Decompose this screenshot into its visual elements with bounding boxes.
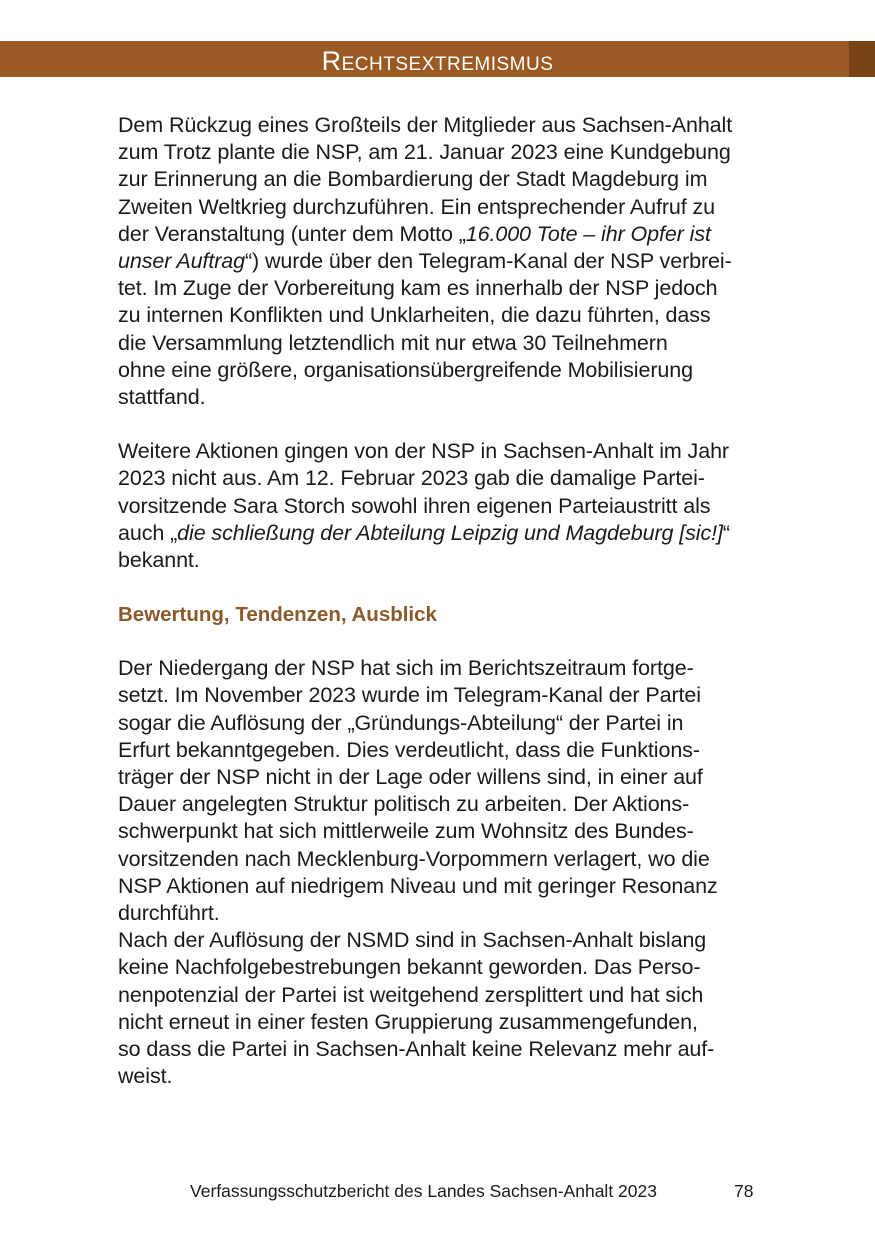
text-line: stattfand. <box>118 385 206 410</box>
text-line: Dem Rückzug eines Großteils der Mitglieder aus Sachsen-Anhalt <box>118 113 733 137</box>
paragraph-2 <box>118 438 758 574</box>
text-line: vorsitzende Sara Storch sowohl ihren eigenen Parteiaustritt als <box>118 493 711 518</box>
text-line <box>118 520 758 547</box>
text-line: schwerpunkt hat sich mittlerweile zum Wohnsitz des Bundes- <box>118 819 694 844</box>
text-line: die Versammlung letztendlich mit nur etwa 30 Teilnehmern <box>118 330 668 355</box>
text-line: so dass die Partei in Sachsen-Anhalt keine Relevanz mehr auf- <box>118 1037 715 1062</box>
paragraph-3 <box>118 655 758 927</box>
text-line: nenpotenzial der Partei ist weitgehend zersplittert und hat sich <box>118 982 704 1007</box>
text-line: vorsitzenden nach Mecklenburg-Vorpommern verlagert, wo die <box>118 846 710 871</box>
text-line: sogar die Auflösung der „Gründungs-Abteilung“ der Partei in <box>118 710 684 735</box>
paragraph-4 <box>118 927 758 1090</box>
text-line: setzt. Im November 2023 wurde im Telegram-Kanal der Partei <box>118 683 701 708</box>
footer-title: Verfassungsschutzbericht des Landes Sachsen-Anhalt 2023 <box>190 1181 657 1201</box>
text-line: Nach der Auflösung der NSMD sind in Sachsen-Anhalt bislang <box>118 928 707 953</box>
text-line: träger der NSP nicht in der Lage oder willens sind, in einer auf <box>118 765 703 790</box>
text-line: ohne eine größere, organisationsübergreifende Mobilisierung <box>118 357 693 382</box>
text-line <box>118 248 758 275</box>
text-line: 2023 nicht aus. Am 12. Februar 2023 gab die damalige Partei- <box>118 466 705 491</box>
text-line: Der Niedergang der NSP hat sich im Berichtszeitraum fortge- <box>118 656 694 681</box>
section-title: Rechtsextremismus <box>321 46 554 76</box>
text-line: weist. <box>118 1064 173 1089</box>
text-line: Erfurt bekanntgegeben. Dies verdeutlicht, dass die Funktions- <box>118 737 700 762</box>
text-fragment: auch „ <box>118 520 178 545</box>
text-line: tet. Im Zuge der Vorbereitung kam es innerhalb der NSP jedoch <box>118 276 718 301</box>
quote-italic: die schließung der Abteilung Leipzig und Magdeburg [sic!] <box>177 520 723 545</box>
text-fragment: der Veranstaltung (unter dem Motto „ <box>118 221 466 246</box>
main-content <box>118 112 758 1091</box>
text-fragment: “) wurde über den Telegram-Kanal der NSP verbrei- <box>244 249 732 274</box>
text-line: Weitere Aktionen gingen von der NSP in Sachsen-Anhalt im Jahr <box>118 439 729 464</box>
paragraph-spacer <box>118 411 758 438</box>
text-line: keine Nachfolgebestrebungen bekannt geworden. Das Perso- <box>118 955 701 980</box>
text-line: Dauer angelegten Struktur politisch zu arbeiten. Der Aktions- <box>118 792 690 817</box>
text-line: nicht erneut in einer festen Gruppierung zusammengefunden, <box>118 1009 698 1034</box>
text-line: bekannt. <box>118 548 200 573</box>
text-line: durchführt. <box>118 901 220 926</box>
text-fragment: “ <box>722 520 730 545</box>
text-line: zu internen Konflikten und Unklarheiten, die dazu führten, dass <box>118 303 711 328</box>
text-line: zum Trotz plante die NSP, am 21. Januar 2023 eine Kundgebung <box>118 140 731 165</box>
text-line: zur Erinnerung an die Bombardierung der Stadt Magdeburg im <box>118 167 708 192</box>
text-line <box>118 221 758 248</box>
paragraph-spacer <box>118 628 758 655</box>
quote-italic: unser Auftrag <box>118 249 245 274</box>
section-header-band <box>0 41 875 77</box>
quote-italic: 16.000 Tote – ihr Opfer ist <box>465 221 711 246</box>
paragraph-spacer <box>118 574 758 601</box>
paragraph-1 <box>118 112 758 411</box>
section-subheading: Bewertung, Tendenzen, Ausblick <box>118 603 437 627</box>
page-number: 78 <box>734 1181 754 1201</box>
text-line: Zweiten Weltkrieg durchzuführen. Ein entsprechender Aufruf zu <box>118 194 716 219</box>
text-line: NSP Aktionen auf niedrigem Niveau und mit geringer Resonanz <box>118 873 718 898</box>
